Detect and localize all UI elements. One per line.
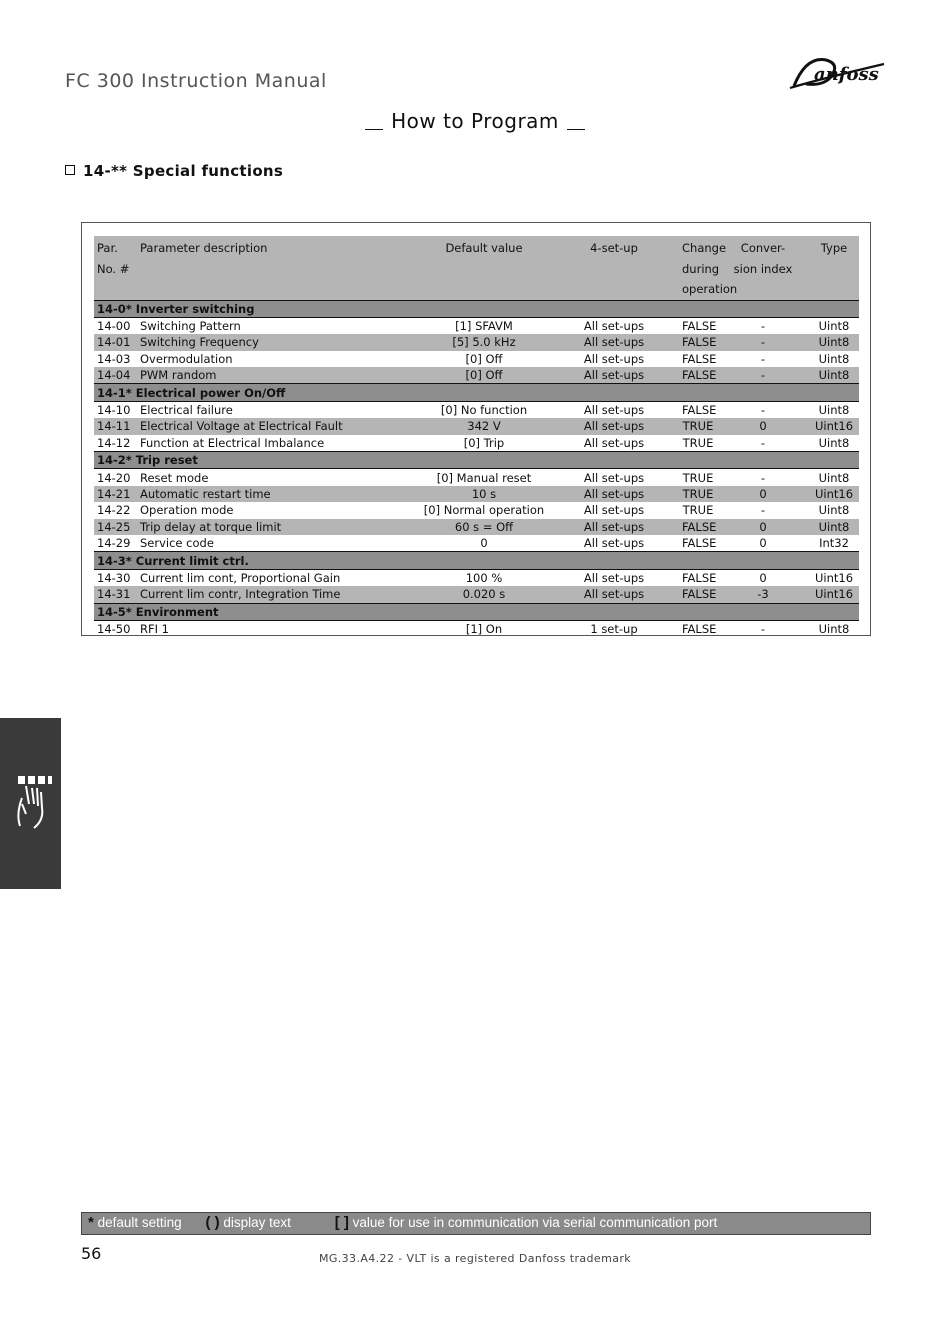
cell-type: Uint8 (818, 351, 850, 366)
cell-default: 342 V (419, 418, 549, 434)
legend-bar (81, 1212, 871, 1235)
group-title: 14-2* Trip reset (94, 452, 859, 469)
footer-trademark: MG.33.A4.22 - VLT is a registered Danfoss trademark (318, 1252, 632, 1265)
group-title: 14-1* Electrical power On/Off (94, 384, 859, 401)
cell-conv: 0 (759, 536, 767, 551)
cell-type: Uint8 (809, 367, 859, 384)
group-header-row (94, 384, 859, 401)
cell-default: [1] SFAVM (455, 319, 513, 334)
table-row (94, 586, 859, 603)
cell-default: [0] Off (465, 351, 503, 366)
cell-par: 14-12 (97, 435, 131, 450)
table-row (94, 486, 859, 502)
cell-type: Uint8 (818, 470, 850, 485)
cell-conv: -3 (717, 586, 809, 603)
table-row (94, 502, 859, 518)
cell-default: [0] No function (440, 403, 528, 418)
cell-type: Uint16 (809, 418, 859, 434)
cell-par: 14-31 (94, 586, 137, 603)
header-change: Change during operation (679, 236, 717, 300)
group-header-row (94, 300, 859, 317)
table-row (94, 569, 859, 586)
cell-conv: - (760, 403, 766, 418)
cell-change: TRUE (682, 470, 714, 485)
cell-desc: Automatic restart time (137, 486, 419, 502)
section-title: 14-** Special functions (83, 162, 284, 180)
display-text-symbol: ( ) (205, 1214, 220, 1231)
cell-default: 0.020 s (419, 586, 549, 603)
cell-type: Uint8 (809, 334, 859, 350)
cell-setup: All set-ups (549, 586, 679, 603)
cell-type: Uint8 (818, 622, 850, 637)
svg-text:anfoss: anfoss (814, 64, 879, 85)
cell-par: 14-03 (97, 351, 131, 366)
cell-default: 100 % (465, 570, 503, 585)
cell-desc: Trip delay at torque limit (137, 519, 419, 535)
cell-change: TRUE (682, 503, 714, 518)
header-default: Default value (419, 236, 549, 300)
cell-change: FALSE (679, 519, 717, 535)
table-row (94, 367, 859, 384)
cell-change: FALSE (682, 403, 717, 418)
header-description: Parameter description (137, 236, 419, 300)
cell-change: FALSE (682, 351, 717, 366)
display-text-label: display text (223, 1215, 291, 1230)
heading-dash-left (365, 129, 383, 130)
table-row (94, 535, 859, 552)
cell-desc: Operation mode (140, 503, 234, 518)
cell-par: 14-11 (94, 418, 137, 434)
table-row (94, 418, 859, 434)
cell-par: 14-21 (94, 486, 137, 502)
group-header-row (94, 452, 859, 469)
heading-dash-right (567, 129, 585, 130)
chapter-heading (0, 109, 950, 133)
cell-setup: All set-ups (549, 519, 679, 535)
communication-value-text: value for use in communication via serial communication port (352, 1215, 718, 1230)
hand-keypad-icon (12, 774, 52, 830)
group-title: 14-5* Environment (94, 603, 859, 620)
cell-conv: - (760, 470, 766, 485)
cell-setup: All set-ups (583, 351, 645, 366)
cell-desc: Current lim contr, Integration Time (137, 586, 419, 603)
cell-type: Uint8 (809, 519, 859, 535)
cell-change: FALSE (682, 622, 717, 637)
cell-default: 0 (480, 536, 488, 551)
header-type: Type (809, 236, 859, 300)
cell-default: 60 s = Off (419, 519, 549, 535)
checkbox-square-icon (65, 165, 75, 175)
table-row (94, 334, 859, 350)
cell-change: FALSE (679, 367, 717, 384)
cell-conv: 0 (759, 570, 767, 585)
default-setting-text: default setting (97, 1215, 182, 1230)
cell-type: Uint8 (818, 319, 850, 334)
danfoss-logo (786, 50, 890, 94)
cell-default: 10 s (419, 486, 549, 502)
cell-default: [0] Trip (463, 435, 505, 450)
group-header-row (94, 603, 859, 620)
cell-par: 14-04 (94, 367, 137, 384)
page-number: 56 (81, 1244, 102, 1263)
cell-default: [5] 5.0 kHz (419, 334, 549, 350)
cell-default: [0] Manual reset (436, 470, 532, 485)
cell-setup: All set-ups (549, 418, 679, 434)
cell-change: FALSE (682, 319, 717, 334)
parameter-table (94, 236, 859, 637)
cell-conv: - (760, 503, 766, 518)
cell-par: 14-00 (97, 319, 131, 334)
cell-setup: All set-ups (549, 367, 679, 384)
cell-type: Uint16 (809, 586, 859, 603)
table-row (94, 435, 859, 452)
cell-change: TRUE (679, 418, 717, 434)
header-conversion: Conver- sion index (717, 236, 809, 300)
cell-type: Int32 (819, 536, 849, 551)
cell-par: 14-25 (94, 519, 137, 535)
cell-default: [0] Off (419, 367, 549, 384)
cell-desc: PWM random (137, 367, 419, 384)
cell-desc: Switching Frequency (137, 334, 419, 350)
cell-setup: All set-ups (549, 334, 679, 350)
cell-par: 14-20 (97, 470, 131, 485)
cell-default: [0] Normal operation (423, 503, 545, 518)
cell-desc: Switching Pattern (140, 319, 241, 334)
cell-conv: - (760, 622, 766, 637)
cell-conv: - (717, 367, 809, 384)
cell-par: 14-50 (97, 622, 131, 637)
cell-par: 14-29 (97, 536, 131, 551)
cell-setup: All set-ups (583, 403, 645, 418)
cell-setup: All set-ups (583, 570, 645, 585)
group-title: 14-0* Inverter switching (94, 300, 859, 317)
cell-desc: Service code (140, 536, 214, 551)
cell-desc: Electrical failure (140, 403, 233, 418)
table-row (94, 317, 859, 334)
cell-setup: All set-ups (583, 435, 645, 450)
table-row (94, 620, 859, 637)
cell-par: 14-10 (97, 403, 131, 418)
cell-desc: Function at Electrical Imbalance (140, 435, 325, 450)
cell-conv: - (760, 319, 766, 334)
cell-desc: Electrical Voltage at Electrical Fault (137, 418, 419, 434)
table-row (94, 351, 859, 367)
cell-setup: All set-ups (583, 319, 645, 334)
header-setup: 4-set-up (549, 236, 679, 300)
communication-value-symbol: [ ] (334, 1214, 349, 1231)
cell-conv: 0 (717, 418, 809, 434)
chapter-title: How to Program (391, 109, 559, 133)
cell-change: FALSE (682, 570, 717, 585)
cell-par: 14-01 (94, 334, 137, 350)
table-header-row (94, 236, 859, 300)
cell-type: Uint16 (809, 486, 859, 502)
cell-desc: Reset mode (140, 470, 209, 485)
header-par: Par. No. # (94, 236, 137, 300)
cell-default: [1] On (465, 622, 503, 637)
cell-change: FALSE (682, 536, 717, 551)
cell-type: Uint8 (818, 503, 850, 518)
table-row (94, 401, 859, 418)
cell-desc: Current lim cont, Proportional Gain (140, 570, 341, 585)
cell-conv: - (760, 351, 766, 366)
section-heading (65, 162, 283, 180)
cell-desc: RFI 1 (140, 622, 169, 637)
cell-setup: All set-ups (583, 536, 645, 551)
cell-par: 14-22 (97, 503, 131, 518)
cell-desc: Overmodulation (140, 351, 233, 366)
cell-setup: All set-ups (549, 486, 679, 502)
table-row (94, 469, 859, 486)
manual-title: FC 300 Instruction Manual (65, 70, 327, 92)
group-header-row (94, 552, 859, 569)
cell-change: TRUE (679, 486, 717, 502)
chapter-side-tab (0, 718, 61, 889)
cell-setup: All set-ups (583, 503, 645, 518)
cell-type: Uint16 (814, 570, 854, 585)
cell-change: FALSE (679, 586, 717, 603)
cell-change: FALSE (679, 334, 717, 350)
default-setting-symbol: * (88, 1214, 94, 1231)
cell-conv: 0 (717, 486, 809, 502)
cell-par: 14-30 (97, 570, 131, 585)
cell-type: Uint8 (818, 435, 850, 450)
cell-change: TRUE (682, 435, 714, 450)
cell-conv: 0 (717, 519, 809, 535)
cell-setup: All set-ups (583, 470, 645, 485)
cell-conv: - (717, 334, 809, 350)
cell-type: Uint8 (818, 403, 850, 418)
cell-conv: - (760, 435, 766, 450)
table-row (94, 519, 859, 535)
group-title: 14-3* Current limit ctrl. (94, 552, 859, 569)
cell-setup: 1 set-up (590, 622, 638, 637)
